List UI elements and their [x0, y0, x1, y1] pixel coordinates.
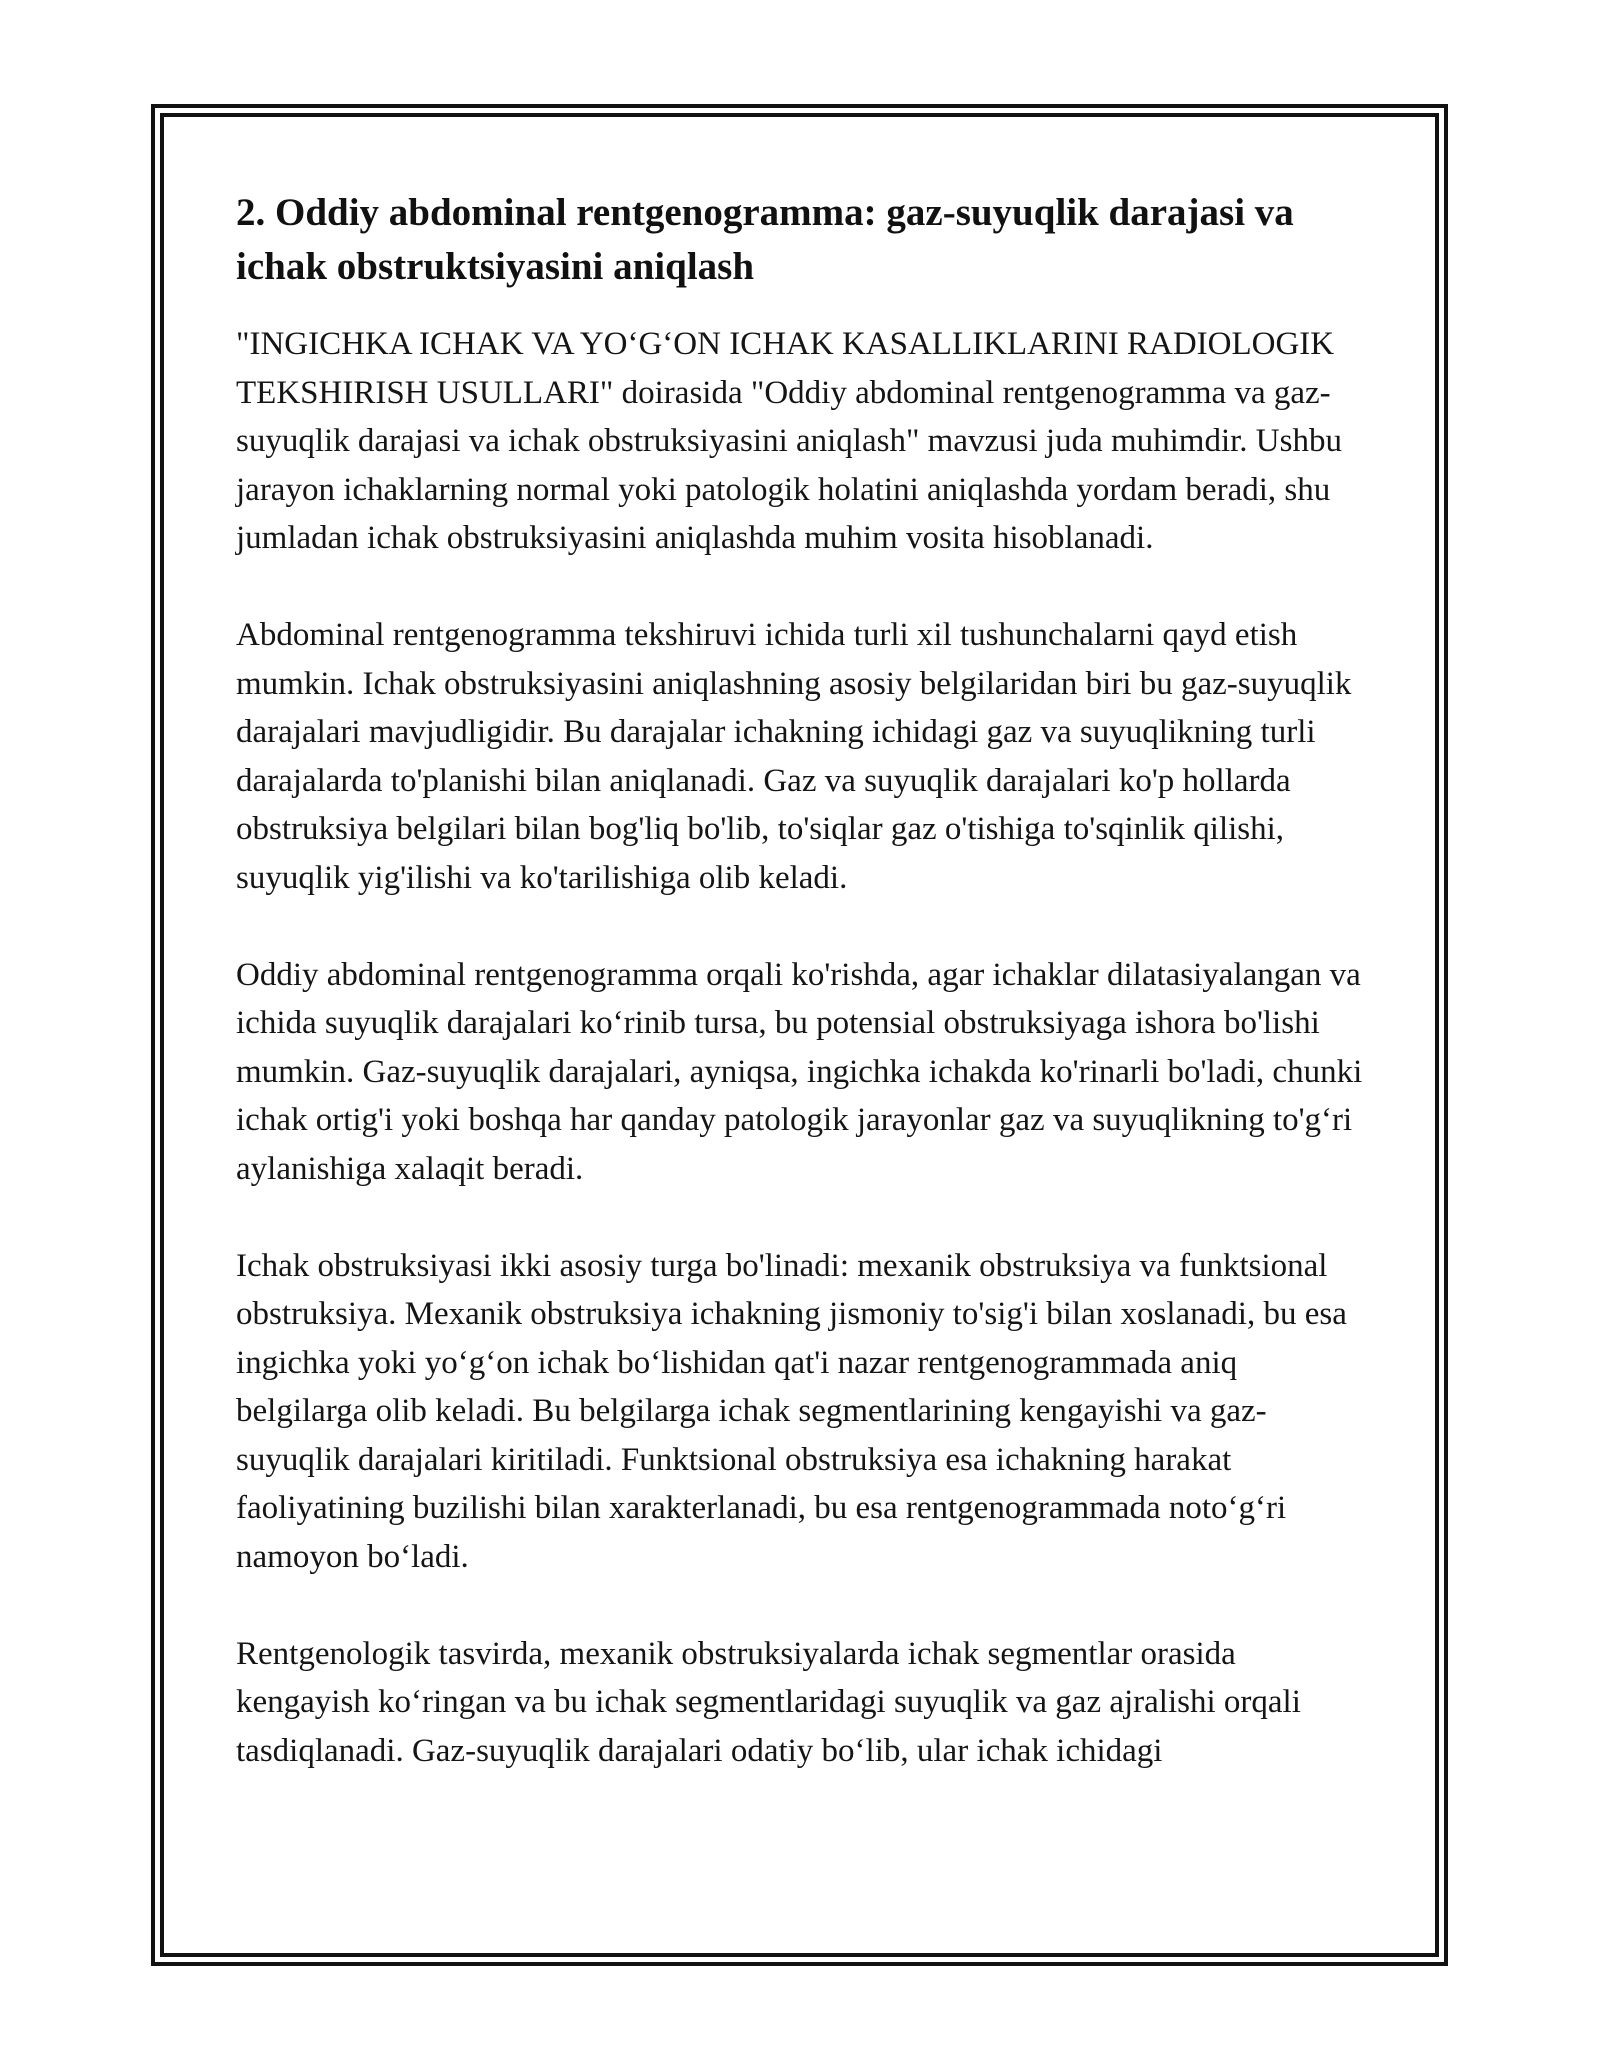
paragraph-4: Ichak obstruksiyasi ikki asosiy turga bo'linadi: mexanik obstruksiya va funktsional obstruksiya. Mexanik obstruksiya ichakning jismoniy to'sig'i bilan xoslanadi, bu esa ingichka yoki yo‘g‘on ichak bo‘lishidan qat'i nazar rentgenogrammada aniq belgilarga olib keladi. Bu belgilarga ichak segmentlarining kengayishi va gaz-suyuqlik darajalari kiritiladi. Funktsional obstruksiya esa ichakning harakat faoliyatining buzilishi bilan xarakterlanadi, bu esa rentgenogrammada noto‘g‘ri namoyon bo‘ladi.	[236, 1247, 1347, 1575]
paragraph-2: Abdominal rentgenogramma tekshiruvi ichida turli xil tushunchalarni qayd etish mumkin. Ichak obstruksiyasini aniqlashning asosiy belgilaridan biri bu gaz-suyuqlik darajalari mavjudligidir. Bu darajalar ichakning ichidagi gaz va suyuqlikning turli darajalarda to'planishi bilan aniqlanadi. Gaz va suyuqlik darajalari ko'p hollarda obstruksiya belgilari bilan bog'liq bo'lib, to'siqlar gaz o'tishiga to'sqinlik qilishi, suyuqlik yig'ilishi va ko'tarilishiga olib keladi.	[236, 617, 1352, 896]
section-heading: 2. Oddiy abdominal rentgenogramma: gaz-suyuqlik darajasi va ichak obstruktsiyasini aniqlash	[236, 191, 1294, 288]
paragraph-1: "INGICHKA ICHAK VA YO‘G‘ON ICHAK KASALLIKLARINI RADIOLOGIK TEKSHIRISH USULLARI" doirasida "Oddiy abdominal rentgenogramma va gaz-suyuqlik darajasi va ichak obstruksiyasini aniqlash" mavzusi juda muhimdir. Ushbu jarayon ichaklarning normal yoki patologik holatini aniqlashda yordam beradi, shu jumladan ichak obstruksiyasini aniqlashda muhim vosita hisoblanadi.	[236, 326, 1342, 556]
paragraph-3: Oddiy abdominal rentgenogramma orqali ko'rishda, agar ichaklar dilatasiyalangan va ichida suyuqlik darajalari ko‘rinib tursa, bu potensial obstruksiyaga ishora bo'lishi mumkin. Gaz-suyuqlik darajalari, ayniqsa, ingichka ichakda ko'rinarli bo'ladi, chunki ichak ortig'i yoki boshqa har qanday patologik jarayonlar gaz va suyuqlikning to'g‘ri aylanishiga xalaqit beradi.	[236, 956, 1363, 1187]
document-body	[236, 186, 1376, 1775]
paragraph-5: Rentgenologik tasvirda, mexanik obstruksiyalarda ichak segmentlar orasida kengayish ko‘ringan va bu ichak segmentlaridagi suyuqlik va gaz ajralishi orqali tasdiqlanadi. Gaz-suyuqlik darajalari odatiy bo‘lib, ular ichak ichidagi	[236, 1635, 1301, 1769]
